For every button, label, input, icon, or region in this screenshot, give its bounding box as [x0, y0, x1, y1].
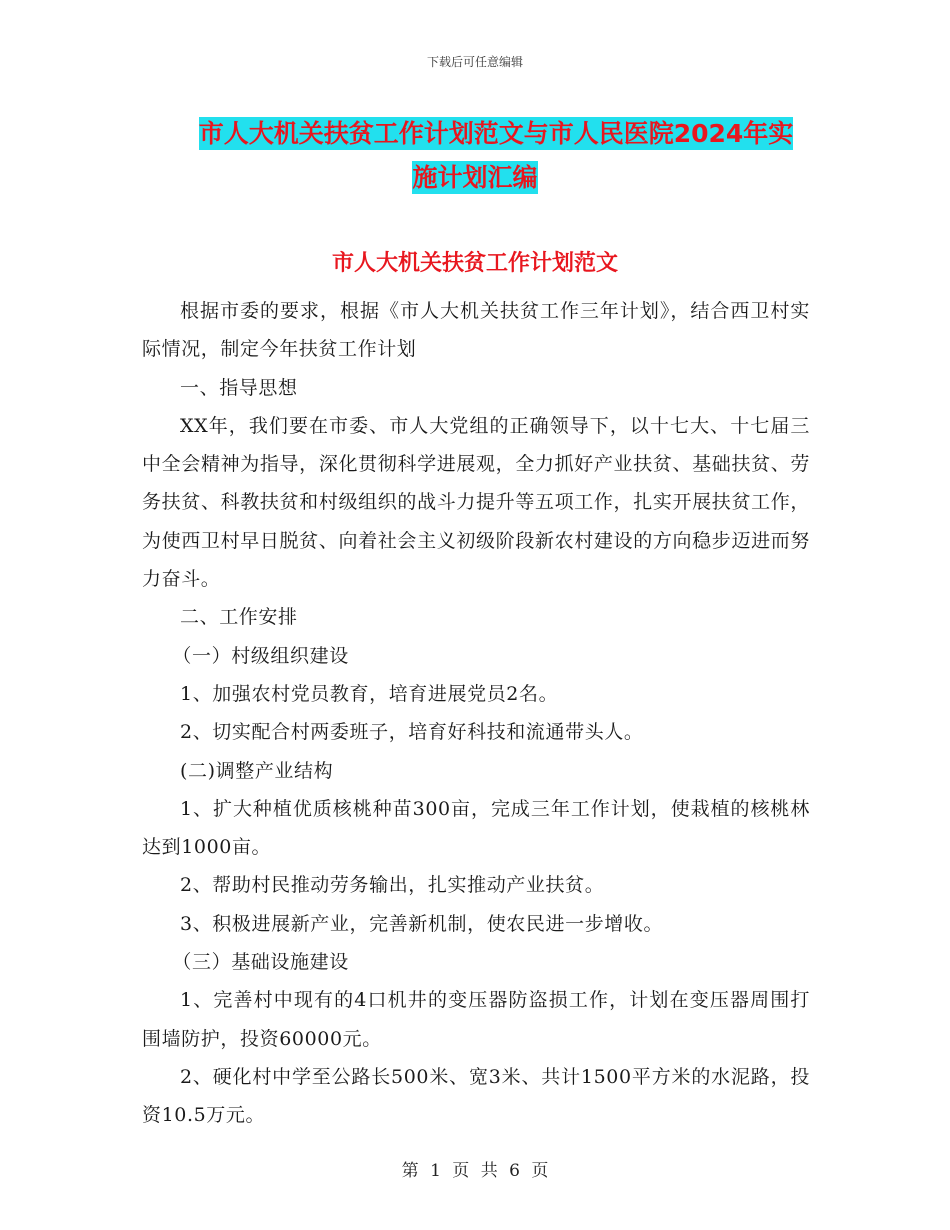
paragraph: 根据市委的要求，根据《市人大机关扶贫工作三年计划》，结合西卫村实际情况，制定今年扶贫工作计划: [142, 300, 810, 361]
document-title-line1: 市人大机关扶贫工作计划范文与市人民医院2024年实: [198, 119, 794, 148]
heading-guiding-thought: 一、指导思想: [180, 376, 298, 399]
list-item: 2、帮助村民推动劳务输出，扎实推动产业扶贫。: [180, 874, 605, 897]
header-note: 下载后可任意编辑: [426, 55, 523, 69]
paragraph: XX年，我们要在市委、市人大党组的正确领导下，以十七大、十七届三中全会精神为指导，深化贯彻科学进展观，全力抓好产业扶贫、基础扶贫、劳务扶贫、科教扶贫和村级组织的战斗力提升等五项工作，扎实开展扶贫工作，为使西卫村早日脱贫、向着社会主义初级阶段新农村建设的方向稳步迈进而努力奋斗。: [142, 414, 810, 591]
list-item: 1、完善村中现有的4口机井的变压器防盗损工作，计划在变压器周围打围墙防护，投资60000元。: [142, 989, 810, 1050]
section-title: 市人大机关扶贫工作计划范文: [331, 251, 618, 276]
subheading-infrastructure: （三）基础设施建设: [172, 951, 349, 974]
document-body: [142, 292, 810, 1135]
list-item: 1、扩大种植优质核桃种苗300亩，完成三年工作计划，使栽植的核桃林达到1000亩。: [142, 797, 810, 859]
list-item: 1、加强农村党员教育，培育进展党员2名。: [180, 682, 559, 705]
document-title-line2: 施计划汇编: [412, 163, 538, 192]
subheading-industry-structure: (二)调整产业结构: [180, 759, 334, 782]
subheading-village-organization: （一）村级组织建设: [172, 644, 349, 667]
heading-work-arrangement: 二、工作安排: [180, 606, 298, 629]
page-footer: 第 1 页 共 6 页: [401, 1161, 549, 1181]
list-item: 2、切实配合村两委班子，培育好科技和流通带头人。: [180, 721, 644, 744]
list-item: 2、硬化村中学至公路长500米、宽3米、共计1500平方米的水泥路，投资10.5万元。: [142, 1065, 810, 1127]
document-title: [0, 112, 950, 200]
list-item: 3、积极进展新产业，完善新机制，使农民进一步增收。: [180, 912, 664, 935]
